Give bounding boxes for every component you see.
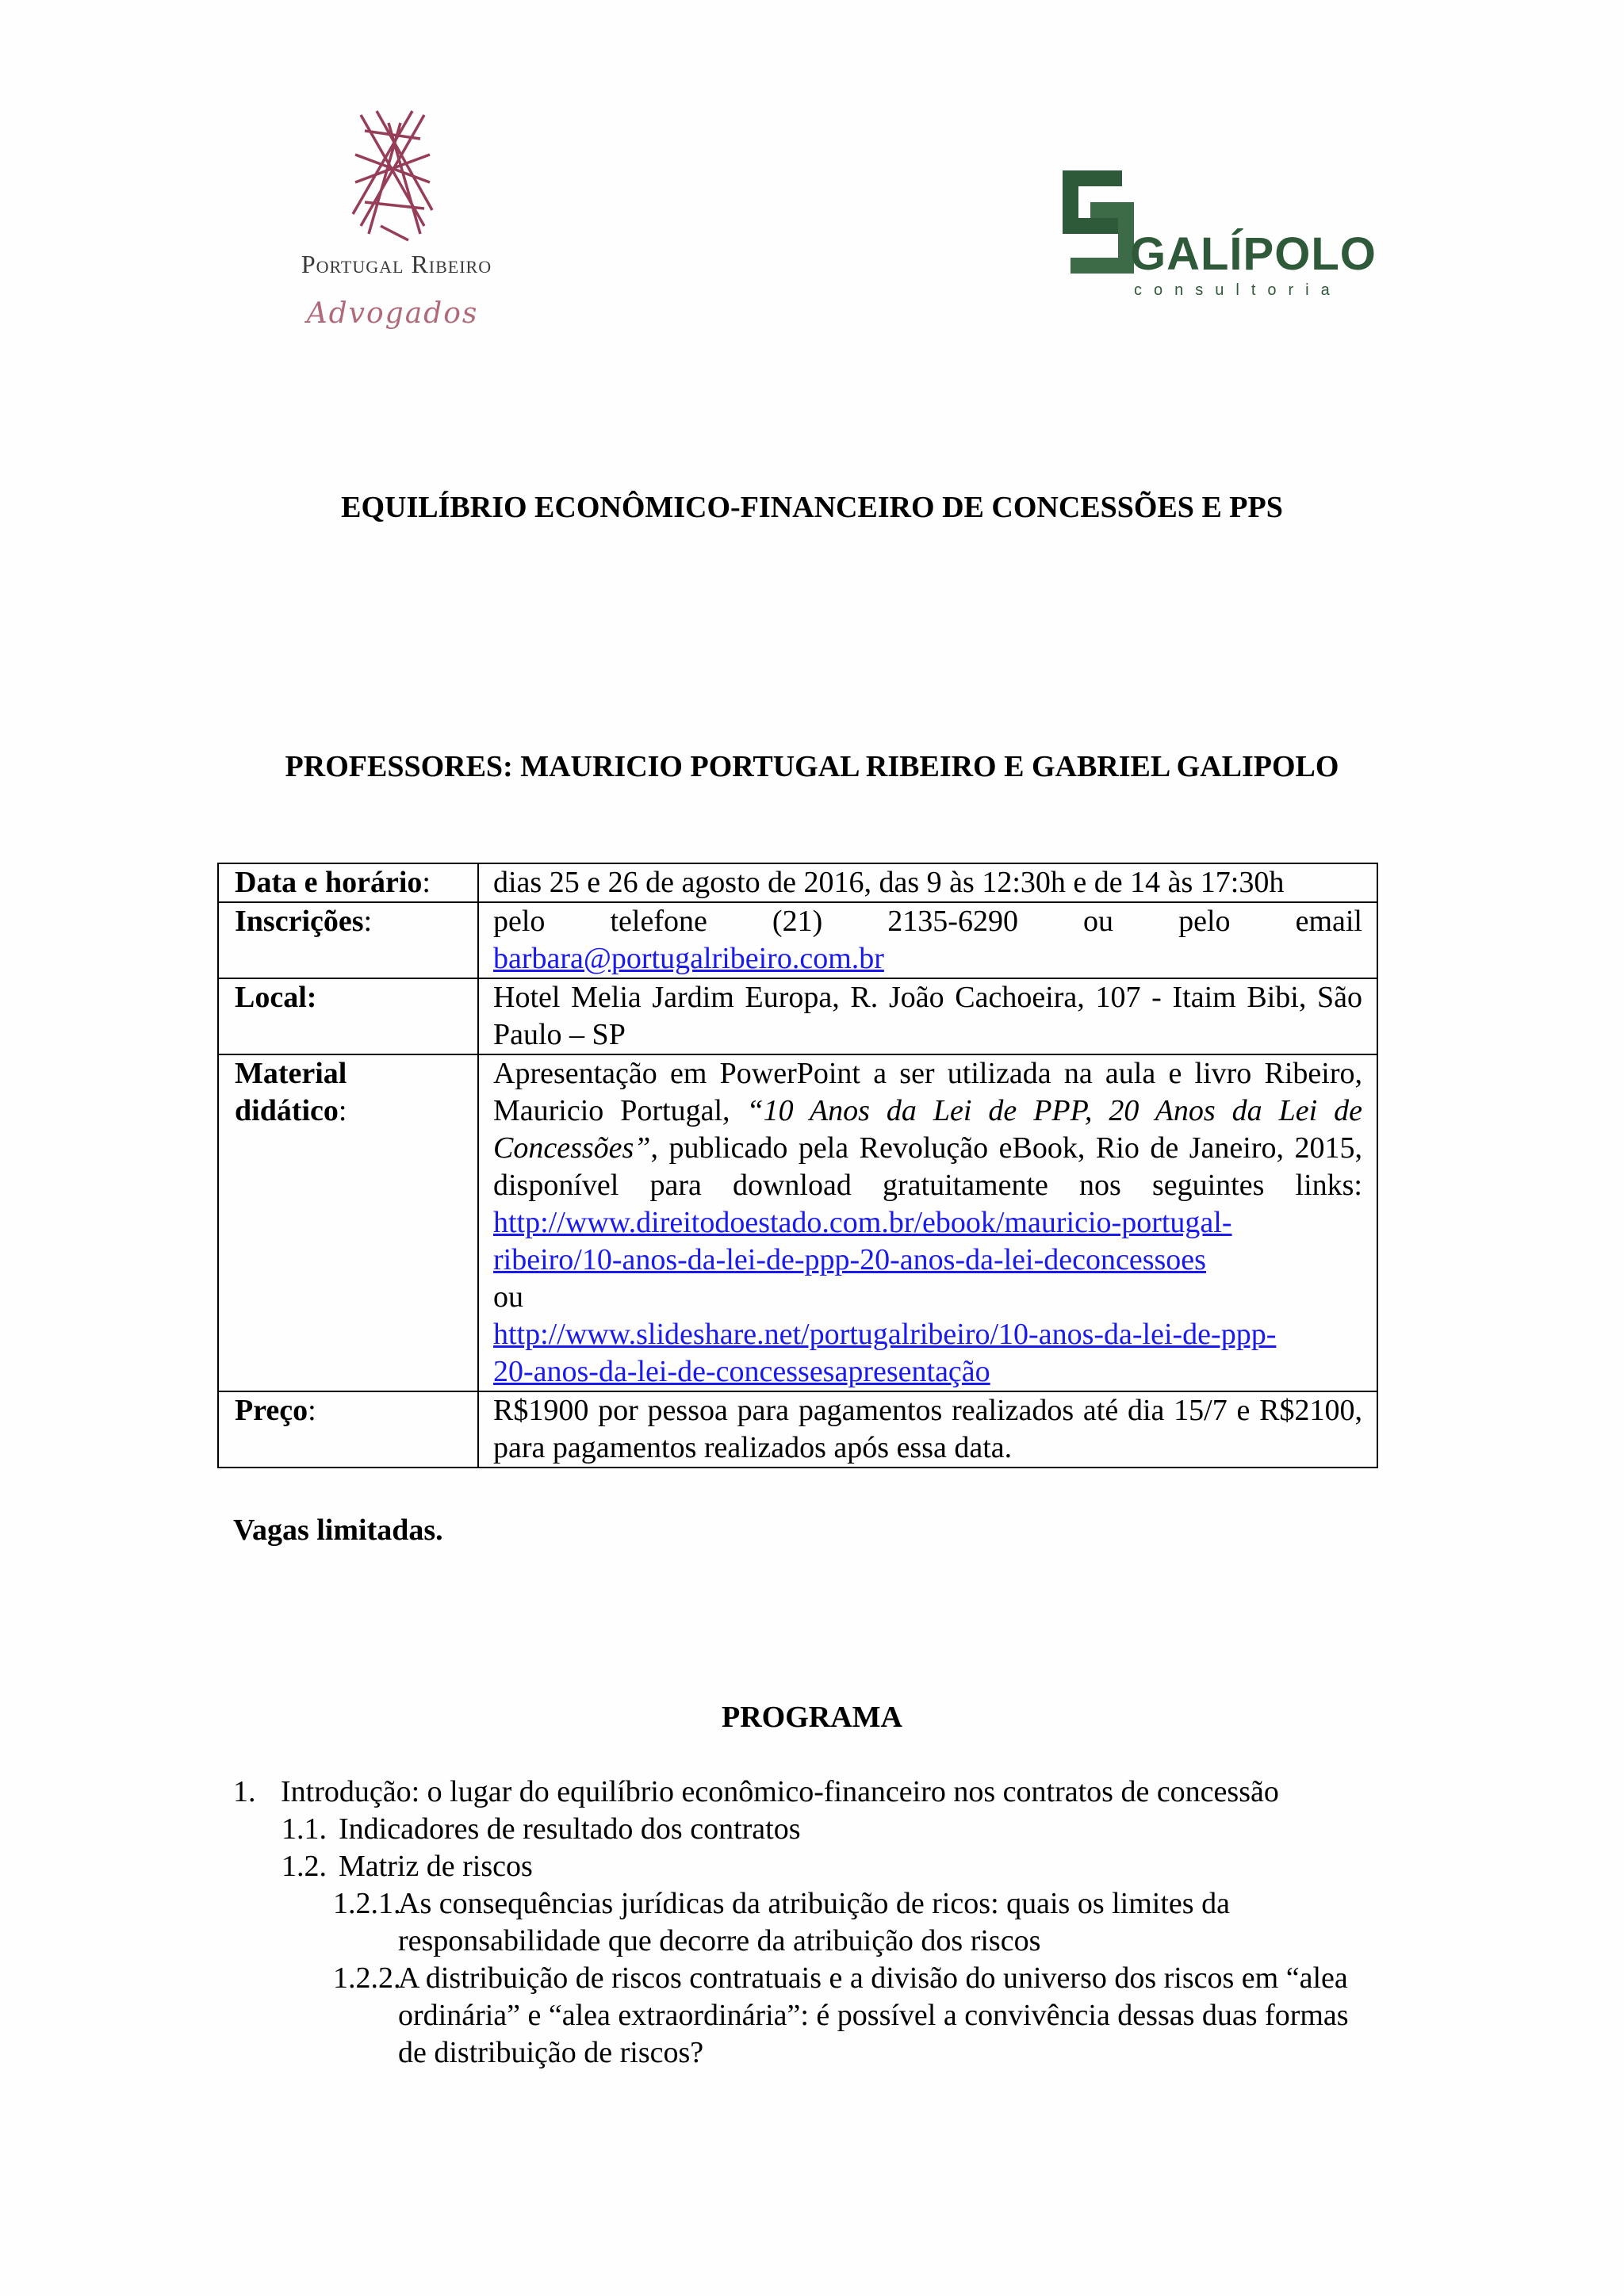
insc-label: Inscrições: [235, 905, 364, 938]
portugal-ribeiro-emblem-icon: [262, 107, 523, 250]
programa-heading: PROGRAMA: [722, 1701, 902, 1734]
material-label-colon: :: [338, 1094, 347, 1127]
material-text-2: , publicado pela Revolução eBook, Rio de Janeiro, 2015, disponível para download gratuitamente nos seguintes links:: [493, 1131, 1362, 1202]
material-value-cell: [478, 1054, 1377, 1391]
insc-label-cell: [218, 902, 478, 978]
material-link-2b[interactable]: 20-anos-da-lei-de-concessesapresentação: [493, 1355, 990, 1388]
list-item: [233, 1774, 1399, 1811]
table-row: [218, 1391, 1377, 1468]
list-item: [282, 1811, 1392, 1848]
material-link-1a[interactable]: http://www.direitodoestado.com.br/ebook/mauricio-portugal-: [493, 1206, 1232, 1239]
insc-email-link[interactable]: barbara@portugalribeiro.com.br: [493, 942, 884, 975]
date-label-cell: [218, 863, 478, 902]
portugal-ribeiro-subtitle: Advogados: [306, 297, 479, 330]
item-1-2-1-text: As consequências jurídicas da atribuição de ricos: quais os limites da responsabilidade que decorre da atribuição dos riscos: [398, 1887, 1230, 1957]
date-value: dias 25 e 26 de agosto de 2016, das 9 às 12:30h e de 14 às 17:30h: [478, 863, 1377, 902]
list-item: [333, 1960, 1396, 2072]
list-item: [333, 1885, 1396, 1960]
item-1-2-2-number: 1.2.2.: [333, 1961, 401, 1995]
material-or: ou: [493, 1280, 523, 1314]
vagas-note: Vagas limitadas.: [233, 1513, 443, 1547]
local-value: Hotel Melia Jardim Europa, R. João Cachoeira, 107 - Itaim Bibi, São Paulo – SP: [478, 978, 1377, 1054]
date-label-colon: :: [422, 866, 431, 899]
material-label-line2: didático: [235, 1094, 339, 1127]
item-1-2-text: Matriz de riscos: [339, 1850, 533, 1883]
table-row: [218, 1054, 1377, 1391]
portugal-ribeiro-logo: [262, 107, 523, 377]
portugal-ribeiro-name: Portugal Ribeiro: [301, 250, 492, 278]
item-1-1-number: 1.1.: [282, 1812, 327, 1846]
galipolo-subtitle: consultoria: [1134, 281, 1342, 299]
item-1-text: Introdução: o lugar do equilíbrio econômico-financeiro nos contratos de concessão: [281, 1775, 1279, 1808]
item-1-2-1-number: 1.2.1.: [333, 1887, 401, 1920]
item-1-2-2-text: A distribuição de riscos contratuais e a divisão do universo dos riscos em “alea ordinária” e “alea extraordinária”: é possível a convivência dessas duas formas de distribuição de riscos?: [398, 1961, 1349, 2069]
table-row: [218, 863, 1377, 902]
galipolo-monogram-icon: [1047, 163, 1142, 281]
item-1-number: 1.: [233, 1775, 256, 1808]
item-1-1-text: Indicadores de resultado dos contratos: [339, 1812, 801, 1846]
table-row: [218, 978, 1377, 1054]
item-1-2-number: 1.2.: [282, 1850, 327, 1883]
material-book-title: “10 Anos da Lei de PPP, 20 Anos da Lei de Concessões”: [493, 1094, 1362, 1165]
local-label: Local:: [218, 978, 478, 1054]
insc-label-colon: :: [363, 905, 373, 938]
material-link-2a[interactable]: http://www.slideshare.net/portugalribeiro/10-anos-da-lei-de-ppp-: [493, 1318, 1277, 1351]
insc-value-cell: [478, 902, 1377, 978]
document-title: EQUILÍBRIO ECONÔMICO-FINANCEIRO DE CONCESSÕES E PPS: [341, 491, 1283, 524]
price-value: R$1900 por pessoa para pagamentos realizados até dia 15/7 e R$2100, para pagamentos realizados após essa data.: [478, 1391, 1377, 1468]
professors-heading: PROFESSORES: MAURICIO PORTUGAL RIBEIRO E GABRIEL GALIPOLO: [285, 750, 1339, 783]
list-item: [282, 1848, 1392, 1885]
material-label-cell: [218, 1054, 478, 1391]
price-label: Preço: [235, 1394, 308, 1427]
course-info-table: [217, 863, 1378, 1468]
material-label-line1: Material: [235, 1057, 347, 1090]
material-description: [493, 1055, 1362, 1204]
insc-text: pelo telefone (21) 2135-6290 ou pelo email: [493, 905, 1362, 938]
date-label: Data e horário: [235, 866, 423, 899]
price-label-cell: [218, 1391, 478, 1468]
price-label-colon: :: [308, 1394, 316, 1427]
galipolo-name: GALÍPOLO: [1130, 228, 1377, 280]
material-link-1b[interactable]: ribeiro/10-anos-da-lei-de-ppp-20-anos-da-lei-deconcessoes: [493, 1243, 1206, 1276]
material-text-1: Apresentação em PowerPoint a ser utilizada na aula e livro Ribeiro, Mauricio Portugal,: [493, 1057, 1362, 1127]
galipolo-logo: [1047, 163, 1380, 313]
table-row: [218, 902, 1377, 978]
